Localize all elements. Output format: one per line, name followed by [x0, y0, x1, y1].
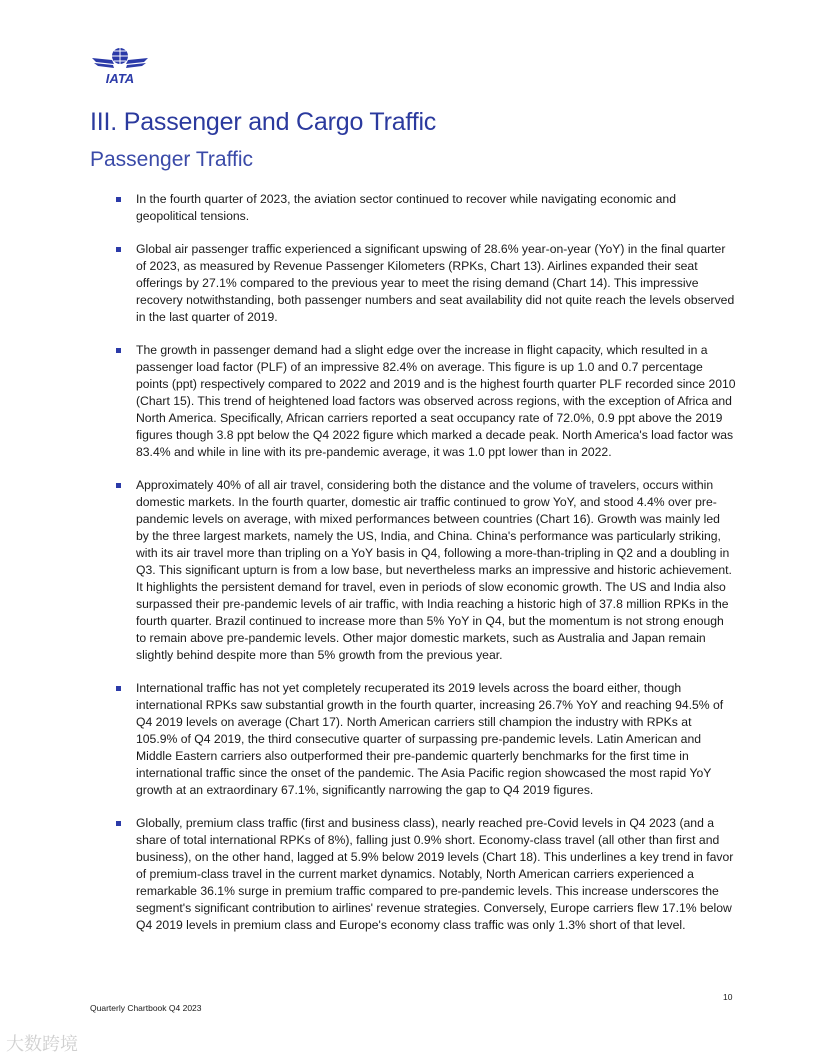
page-number: 10: [723, 992, 733, 1002]
iata-logo: [92, 46, 148, 86]
list-item: The growth in passenger demand had a slight edge over the increase in flight capacity, which resulted in a passenger load factor (PLF) of an impressive 82.4% on average. This figure is up 1.0 and 0.7 percentage points (ppt) respectively compared to 2022 and 2019 and is the highest fourth quarter PLF recorded since 2010 (Chart 15). This trend of heightened load factors was observed across regions, with the exception of Africa and North America. Specifically, African carriers reported a seat occupancy rate of 72.0%, 0.9 ppt above the 2019 figures though 3.8 ppt below the Q4 2022 figure which marked a decade peak. North America's load factor was 83.4% and while in line with its pre-pandemic average, it was 1.0 ppt lower than in 2022.: [116, 342, 736, 461]
logo-text: IATA: [105, 71, 135, 86]
list-item: In the fourth quarter of 2023, the aviation sector continued to recover while navigating economic and geopolitical tensions.: [116, 191, 736, 225]
bullet-icon: [116, 483, 121, 488]
section-subtitle: Passenger Traffic: [90, 148, 254, 171]
bullet-list: [116, 191, 736, 950]
list-item: Globally, premium class traffic (first and business class), nearly reached pre-Covid levels in Q4 2023 (and a share of total international RPKs of 8%), falling just 0.9% short. Economy-class travel (all other than first and business), on the other hand, lagged at 5.9% below 2019 levels (Chart 18). This underlines a key trend in favor of premium-class travel in the current market dynamics. Notably, North American carriers experienced a remarkable 36.1% surge in premium traffic compared to pre-pandemic levels. This increase underscores the segment's significant contribution to airlines' revenue strategies. Conversely, Europe carriers flew 17.1% below Q4 2019 levels in premium class and Europe's economy class traffic was only 1.3% short of that level.: [116, 815, 736, 934]
bullet-icon: [116, 348, 121, 353]
bullet-icon: [116, 247, 121, 252]
list-item: International traffic has not yet completely recuperated its 2019 levels across the board either, though international RPKs saw substantial growth in the fourth quarter, increasing 26.7% YoY and reaching 94.5% of Q4 2019 levels on average (Chart 17). North American carriers still champion the industry with RPKs at 105.9% of Q4 2019, the third consecutive quarter of surpassing pre-pandemic levels. Latin American and Middle Eastern carriers also outperformed their pre-pandemic quarterly benchmarks for the first time in international traffic since the onset of the pandemic. The Asia Pacific region showcased the most rapid YoY growth at an extraordinary 67.1%, significantly narrowing the gap to Q4 2019 figures.: [116, 680, 736, 799]
footer-document-title: Quarterly Chartbook Q4 2023: [90, 1003, 202, 1013]
bullet-icon: [116, 686, 121, 691]
page-title: III. Passenger and Cargo Traffic: [90, 108, 437, 136]
bullet-icon: [116, 821, 121, 826]
bullet-icon: [116, 197, 121, 202]
list-item: Global air passenger traffic experienced a significant upswing of 28.6% year-on-year (YoY) in the final quarter of 2023, as measured by Revenue Passenger Kilometers (RPKs, Chart 13). Airlines expanded their seat offerings by 27.1% compared to the previous year to meet the rising demand (Chart 14). This impressive recovery notwithstanding, both passenger numbers and seat availability did not quite reach the levels observed in the last quarter of 2019.: [116, 241, 736, 326]
watermark: 大数跨境: [6, 1034, 78, 1055]
list-item: Approximately 40% of all air travel, considering both the distance and the volume of travelers, occurs within domestic markets. In the fourth quarter, domestic air traffic continued to grow YoY, and stood 4.4% over pre-pandemic levels on average, with mixed performances between countries (Chart 16). Growth was mainly led by the three largest markets, namely the US, India, and China. China's performance was particularly striking, with its air travel more than tripling on a YoY basis in Q4, following a more-than-tripling in Q2 and a doubling in Q3. This significant upturn is from a low base, but nevertheless marks an impressive and historic achievement. It highlights the persistent demand for travel, even in periods of slow economic growth. The US and India also surpassed their pre-pandemic levels of air traffic, with India reaching a historic high of 37.8 million RPKs in the fourth quarter. Brazil continued to increase more than 5% YoY in Q4, but the momentum is not strong enough to remain above pre-pandemic levels. Other major domestic markets, such as Australia and Japan remain slightly behind despite more than 5% growth from the previous year.: [116, 477, 736, 664]
